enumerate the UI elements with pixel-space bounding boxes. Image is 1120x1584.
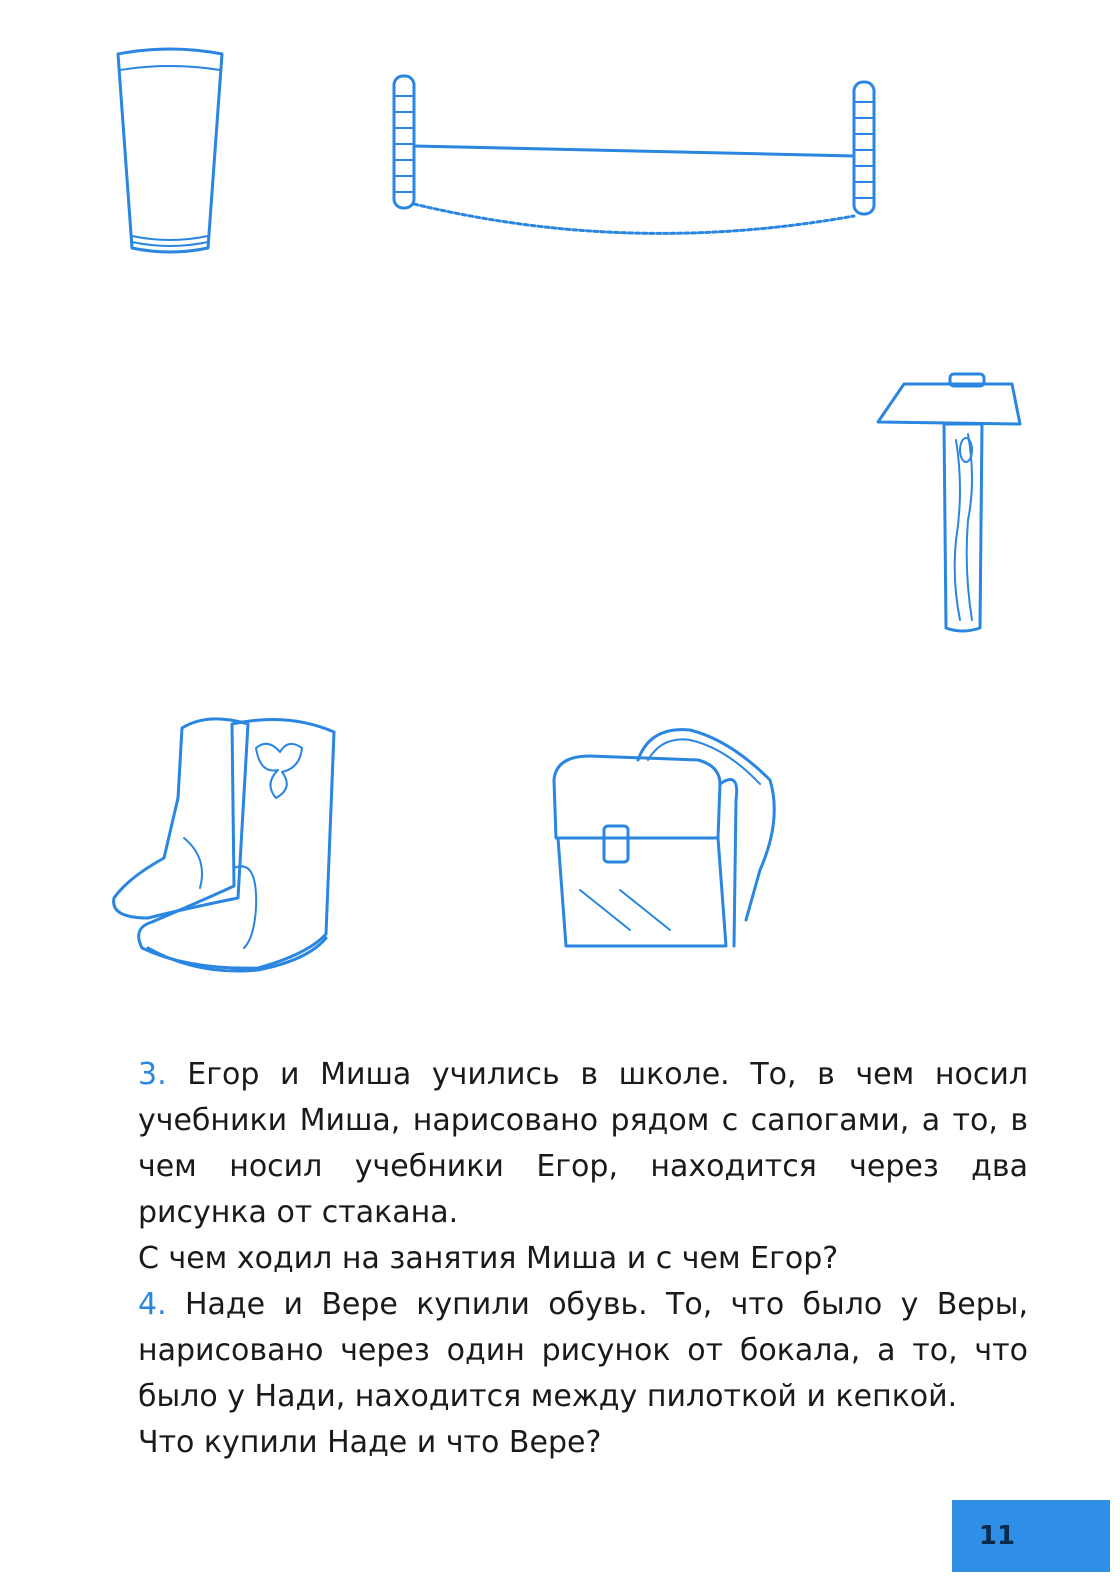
task-3-question: С чем ходил на занятия Миша и с чем Егор? <box>138 1241 839 1276</box>
task-4-question: Что купили Наде и что Вере? <box>138 1425 602 1460</box>
hammer-drawing <box>872 370 1022 635</box>
hammer-icon <box>872 370 1022 635</box>
task-3-number: 3. <box>138 1057 167 1092</box>
task-text-block <box>108 1052 1028 1466</box>
backpack-drawing <box>550 720 782 956</box>
task-3-text: Егор и Миша учились в школе. То, в чем носил учебники Миша, нарисовано рядом с сапогами, а то, в чем носил учебники Егор, находится через два рисунка от стакана. <box>138 1057 1029 1230</box>
backpack-icon <box>550 720 782 956</box>
task-4-text: Наде и Вере купили обувь. То, что было у Веры, нарисовано через один рисунок от бокала, а то, что было у Нади, находится между пилоткой и кепкой. <box>138 1287 1028 1414</box>
page-number: 11 <box>978 1521 1016 1551</box>
saw-icon <box>380 66 880 246</box>
boots-drawing <box>108 708 344 980</box>
task-3 <box>108 1052 1028 1236</box>
page-number-box <box>952 1500 1110 1572</box>
glass-drawing <box>110 40 230 262</box>
boots-icon <box>108 708 344 980</box>
task-4-number: 4. <box>138 1287 167 1322</box>
saw-drawing <box>380 66 880 246</box>
glass-icon <box>110 40 230 262</box>
task-4 <box>108 1282 1028 1420</box>
